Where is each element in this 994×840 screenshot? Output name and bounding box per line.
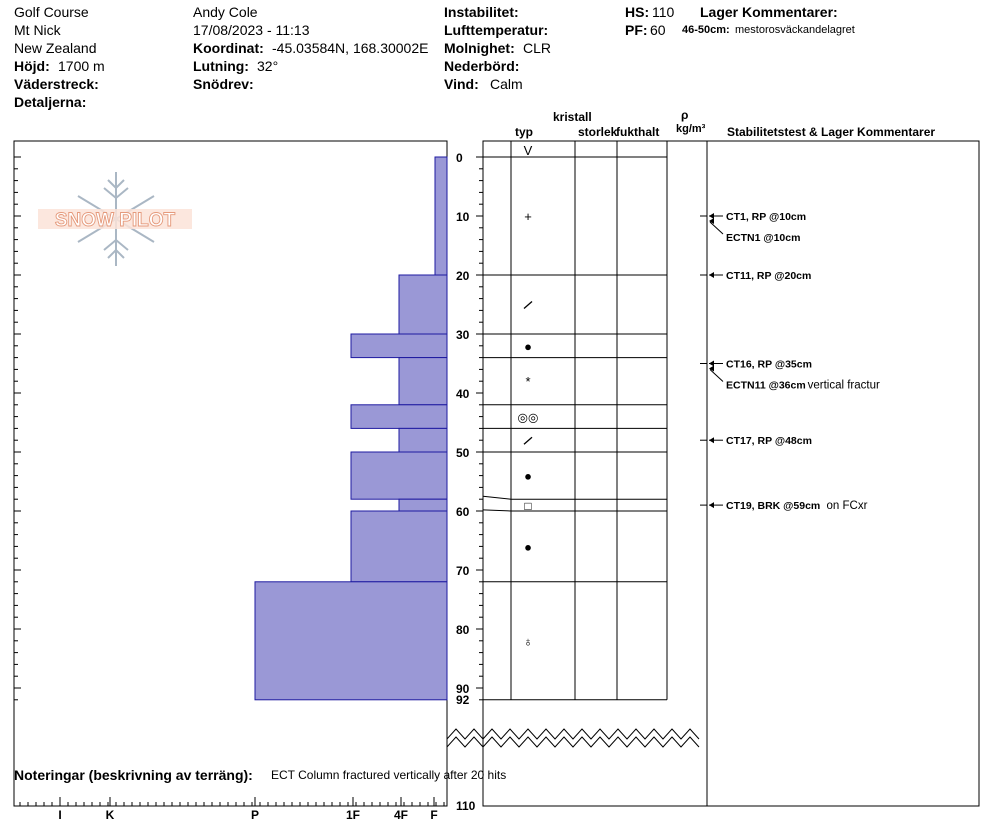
hardness-bar (399, 499, 447, 511)
layer-connector (483, 496, 511, 499)
test-arrow (710, 370, 723, 382)
notes-label: Noteringar (beskrivning av terräng): (14, 767, 253, 783)
crystal-type-symbol (524, 437, 532, 444)
precip-label: Nederbörd: (444, 58, 520, 74)
depth-tick-label: 92 (456, 692, 470, 707)
arrow-head-icon (709, 502, 714, 508)
notes-text: ECT Column fractured vertically after 20 hits (271, 768, 507, 782)
test-label: ECTN1 @10cm (726, 232, 801, 244)
hardness-tick-label: P (250, 808, 260, 822)
hardness-bar (351, 511, 447, 582)
test-label: CT11, RP @20cm (726, 270, 812, 282)
depth-tick-label: 110 (456, 799, 476, 813)
layer-connector (483, 510, 511, 511)
size-header: storlek (578, 125, 618, 139)
crystal-type-symbol: * (525, 374, 531, 390)
crystal-type-symbol: □ (524, 499, 532, 514)
hardness-tick-label: F (430, 808, 438, 822)
hardness-tick-label: I (58, 808, 62, 822)
arrow-head-icon (709, 213, 714, 219)
sky-value: CLR (523, 40, 552, 56)
depth-tick-label: 70 (456, 564, 470, 578)
instability-label: Instabilitet: (444, 4, 519, 20)
crystal-type-symbol: + (524, 209, 532, 224)
observer-name: Andy Cole (193, 4, 258, 20)
hardness-bar (255, 582, 447, 700)
crystal-type-symbol (524, 302, 532, 309)
wind-value: Calm (490, 76, 523, 92)
axis-break-zigzag (447, 729, 699, 739)
test-note: on FCxr (826, 500, 868, 513)
crystal-type-symbol: ◎◎ (517, 410, 539, 425)
location-line-2: Mt Nick (14, 22, 61, 38)
test-note: vertical fractur (807, 379, 880, 392)
hardness-bar (399, 358, 447, 405)
test-label: CT1, RP @10cm (726, 211, 807, 223)
surface-symbol: V (523, 143, 533, 158)
pf-label: PF: (625, 22, 648, 38)
details-label: Detaljerna: (14, 94, 87, 110)
hs-label: HS: (625, 4, 650, 20)
test-label: ECTN11 @36cm (726, 379, 806, 392)
drift-label: Snödrev: (193, 76, 254, 92)
location-line-3: New Zealand (14, 40, 97, 56)
observation-datetime: 17/08/2023 - 11:13 (193, 22, 310, 38)
hardness-bar (399, 275, 447, 334)
hardness-bar (351, 452, 447, 499)
crystal-header: kristall (553, 110, 592, 124)
layer-comments-label: Lager Kommentarer: (700, 4, 838, 20)
test-arrow (710, 222, 723, 234)
hardness-bar (351, 334, 447, 358)
rho-header: ρ (681, 108, 689, 122)
slope-label: Lutning: (193, 58, 249, 74)
crystal-type-symbol: ● (524, 468, 532, 484)
type-header: typ (515, 125, 533, 139)
depth-tick-label: 30 (456, 328, 470, 342)
layer-comment-text: mestorosväckandelagret (735, 24, 855, 36)
tests-header: Stabilitetstest & Lager Kommentarer (727, 125, 936, 139)
test-label: CT16, RP @35cm (726, 358, 812, 371)
depth-tick-label: 0 (456, 151, 463, 165)
slope-value: 32° (257, 58, 279, 74)
wind-label: Vind: (444, 76, 479, 92)
hardness-tick-label: 4F (393, 808, 409, 822)
hardness-bar (399, 428, 447, 452)
hardness-tick-label: 1F (345, 808, 361, 822)
snowpilot-logo (38, 172, 192, 266)
moisture-header: fukthalt (616, 125, 660, 139)
crystal-type-symbol: ♁ (523, 633, 533, 649)
sky-label: Molnighet: (444, 40, 515, 56)
hardness-tick-label: K (105, 808, 115, 822)
arrow-head-icon (709, 361, 714, 367)
depth-tick-label: 10 (456, 210, 470, 224)
elevation-value: 1700 m (58, 58, 105, 74)
hardness-bar (351, 405, 447, 429)
air-temp-label: Lufttemperatur: (444, 22, 549, 38)
crystal-type-symbol: ● (524, 539, 532, 555)
depth-tick-label: 90 (456, 682, 470, 696)
coordinate-label: Koordinat: (193, 40, 264, 56)
snowpilot-logo-text: SNOW PILOT (54, 210, 176, 231)
depth-tick-label: 80 (456, 623, 470, 637)
depth-tick-label: 60 (456, 505, 470, 519)
hs-value: 110 (652, 4, 675, 20)
coordinate-value: -45.03584N, 168.30002E (272, 40, 429, 56)
depth-tick-label: 20 (456, 269, 470, 283)
pf-value: 60 (650, 22, 666, 38)
hardness-bar (435, 157, 447, 275)
depth-tick-label: 40 (456, 387, 470, 401)
test-label: CT17, RP @48cm (726, 435, 812, 448)
test-label: CT19, BRK @59cm (726, 500, 821, 513)
elevation-label: Höjd: (14, 58, 50, 74)
location-line-1: Golf Course (14, 4, 89, 20)
arrow-head-icon (709, 272, 714, 278)
density-unit-header: kg/m³ (676, 123, 706, 135)
aspect-label: Väderstreck: (14, 76, 99, 92)
layer-comment-range: 46-50cm: (682, 24, 730, 36)
arrow-head-icon (709, 437, 714, 443)
depth-tick-label: 50 (456, 446, 470, 460)
crystal-type-symbol: ● (524, 338, 532, 354)
